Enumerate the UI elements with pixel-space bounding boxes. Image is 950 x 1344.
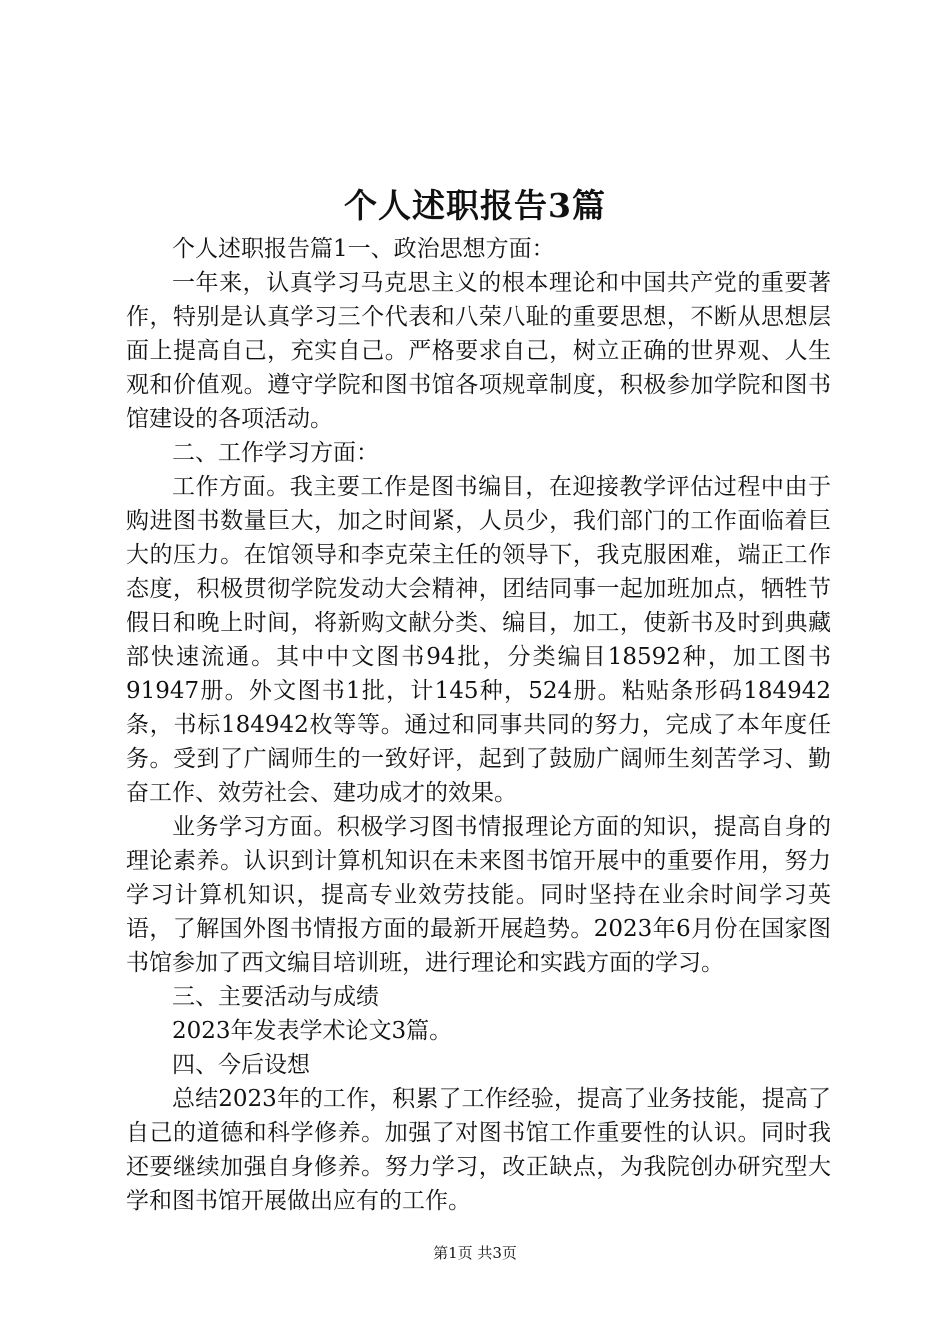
paragraph-heading-plans: 四、今后设想 <box>172 1052 310 1078</box>
paragraph-politics: 一年来，认真学习马克思主义的根本理论和中国共产党的重要著作，特别是认真学习三个代表和八荣八耻的重要思想，不断从思想层面上提高自己，充实自己。严格要求自己，树立正确的世界观、人生观和价值观。遵守学院和图书馆各项规章制度，积极参加学院和图书馆建设的各项活动。 <box>126 270 831 432</box>
paragraph-activities: 2023年发表学术论文3篇。 <box>172 1018 453 1044</box>
paragraph-heading-activities: 三、主要活动与成绩 <box>172 984 379 1010</box>
paragraph-study: 业务学习方面。积极学习图书情报理论方面的知识，提高自身的理论素养。认识到计算机知识在未来图书馆开展中的重要作用，努力学习计算机知识，提高专业效劳技能。同时坚持在业余时间学习英语，了解国外图书情报方面的最新开展趋势。2023年6月份在国家图书馆参加了西文编目培训班，进行理论和实践方面的学习。 <box>126 814 831 976</box>
document-body <box>126 232 831 1218</box>
paragraph-heading-work: 二、工作学习方面： <box>172 440 379 466</box>
paragraph-heading-politics: 个人述职报告篇1一、政治思想方面： <box>172 236 555 262</box>
page-title: 个人述职报告3篇 <box>344 186 606 225</box>
page-number: 第1页 共3页 <box>433 1244 517 1262</box>
paragraph-work: 工作方面。我主要工作是图书编目，在迎接教学评估过程中由于购进图书数量巨大，加之时间紧，人员少，我们部门的工作面临着巨大的压力。在馆领导和李克荣主任的领导下，我克服困难，端正工作态度，积极贯彻学院发动大会精神，团结同事一起加班加点，牺牲节假日和晚上时间，将新购文献分类、编目，加工，使新书及时到典藏部快速流通。其中中文图书94批，分类编目18592种，加工图书91947册。外文图书1批，计145种，524册。粘贴条形码184942条，书标184942枚等等。通过和同事共同的努力，完成了本年度任务。受到了广阔师生的一致好评，起到了鼓励广阔师生刻苦学习、勤奋工作、效劳社会、建功成才的效果。 <box>126 474 831 806</box>
paragraph-plans: 总结2023年的工作，积累了工作经验，提高了业务技能，提高了自己的道德和科学修养。加强了对图书馆工作重要性的认识。同时我还要继续加强自身修养。努力学习，改正缺点，为我院创办研究型大学和图书馆开展做出应有的工作。 <box>126 1086 831 1214</box>
